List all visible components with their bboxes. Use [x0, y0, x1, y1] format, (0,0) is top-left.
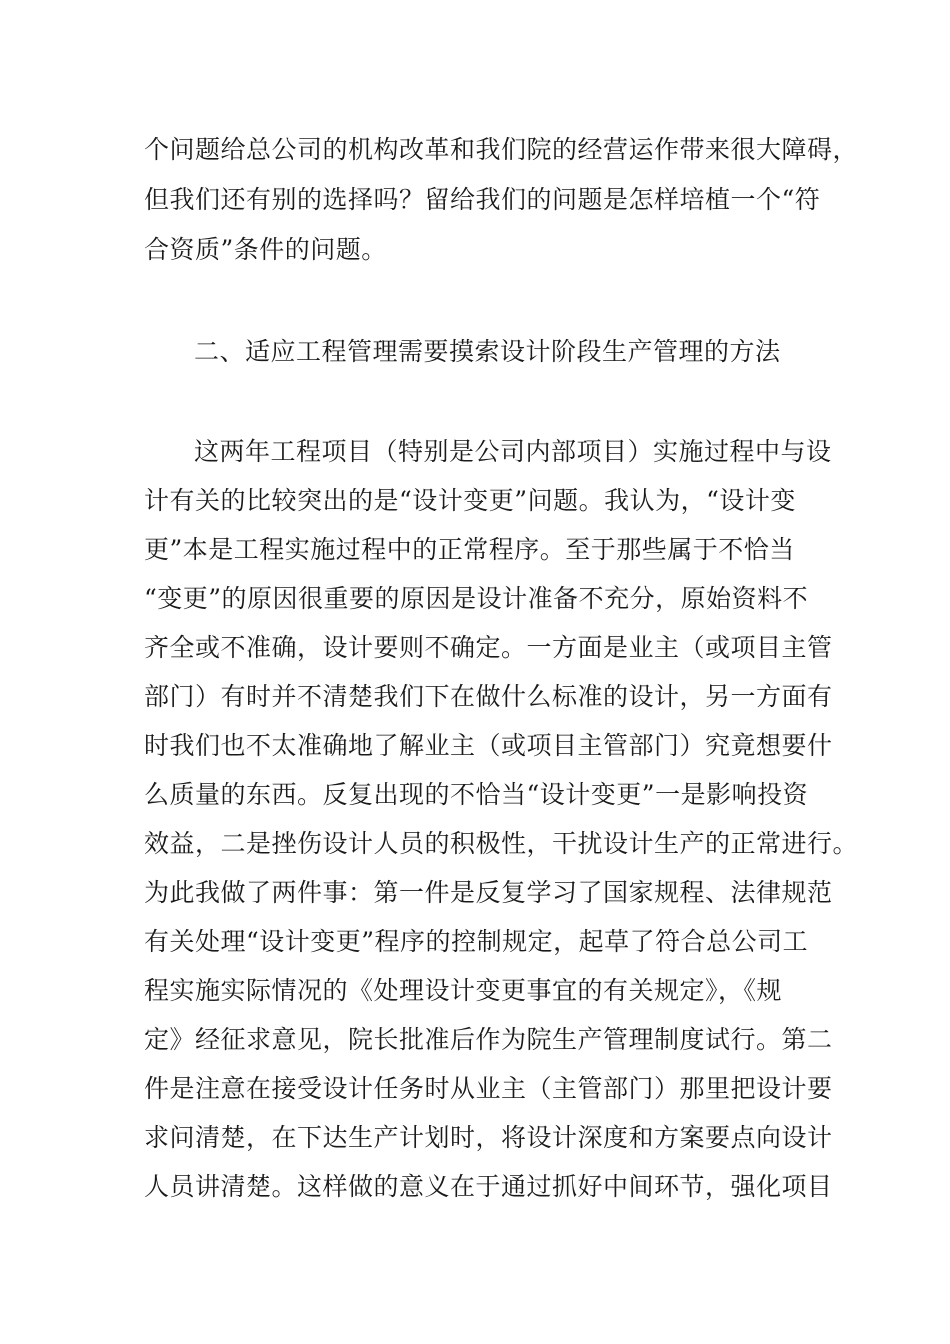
paragraph-2-line-15: 求问清楚，在下达生产计划时，将设计深度和方案要点向设计 [144, 1123, 833, 1152]
paragraph-2-line-16: 人员讲清楚。这样做的意义在于通过抓好中间环节，强化项目 [144, 1172, 833, 1201]
paragraph-2-line-10: 为此我做了两件事：第一件是反复学习了国家规程、法律规范 [144, 878, 833, 907]
section-heading: 二、适应工程管理需要摸索设计阶段生产管理的方法 [194, 337, 781, 366]
paragraph-2-line-9: 效益，二是挫伤设计人员的积极性，干扰设计生产的正常进行。 [144, 829, 859, 858]
paragraph-2-line-7: 时我们也不太准确地了解业主（或项目主管部门）究竟想要什 [144, 731, 833, 760]
paragraph-2-line-6: 部门）有时并不清楚我们下在做什么标准的设计，另一方面有 [144, 682, 833, 711]
paragraph-1-line-3: 合资质”条件的问题。 [144, 235, 387, 264]
paragraph-2-line-4: “变更”的原因很重要的原因是设计准备不充分，原始资料不 [144, 584, 809, 613]
paragraph-1-line-1: 个问题给总公司的机构改革和我们院的经营运作带来很大障碍， [144, 135, 859, 164]
paragraph-1-line-2: 但我们还有别的选择吗？留给我们的问题是怎样培植一个“符 [144, 185, 821, 214]
paragraph-2-line-2: 计有关的比较突出的是“设计变更”问题。我认为，“设计变 [144, 486, 796, 515]
paragraph-2-line-8: 么质量的东西。反复出现的不恰当“设计变更”一是影响投资 [144, 780, 809, 809]
paragraph-2-line-5: 齐全或不准确，设计要则不确定。一方面是业主（或项目主管 [144, 633, 833, 662]
paragraph-2-line-14: 件是注意在接受设计任务时从业主（主管部门）那里把设计要 [144, 1074, 833, 1103]
paragraph-2-line-13: 定》经征求意见，院长批准后作为院生产管理制度试行。第二 [144, 1025, 833, 1054]
paragraph-2-line-1: 这两年工程项目（特别是公司内部项目）实施过程中与设 [194, 437, 832, 466]
paragraph-2-line-3: 更”本是工程实施过程中的正常程序。至于那些属于不恰当 [144, 535, 795, 564]
paragraph-2-line-11: 有关处理“设计变更”程序的控制规定，起草了符合总公司工 [144, 927, 809, 956]
paragraph-2-line-12: 程实施实际情况的《处理设计变更事宜的有关规定》，《规 [144, 976, 783, 1005]
